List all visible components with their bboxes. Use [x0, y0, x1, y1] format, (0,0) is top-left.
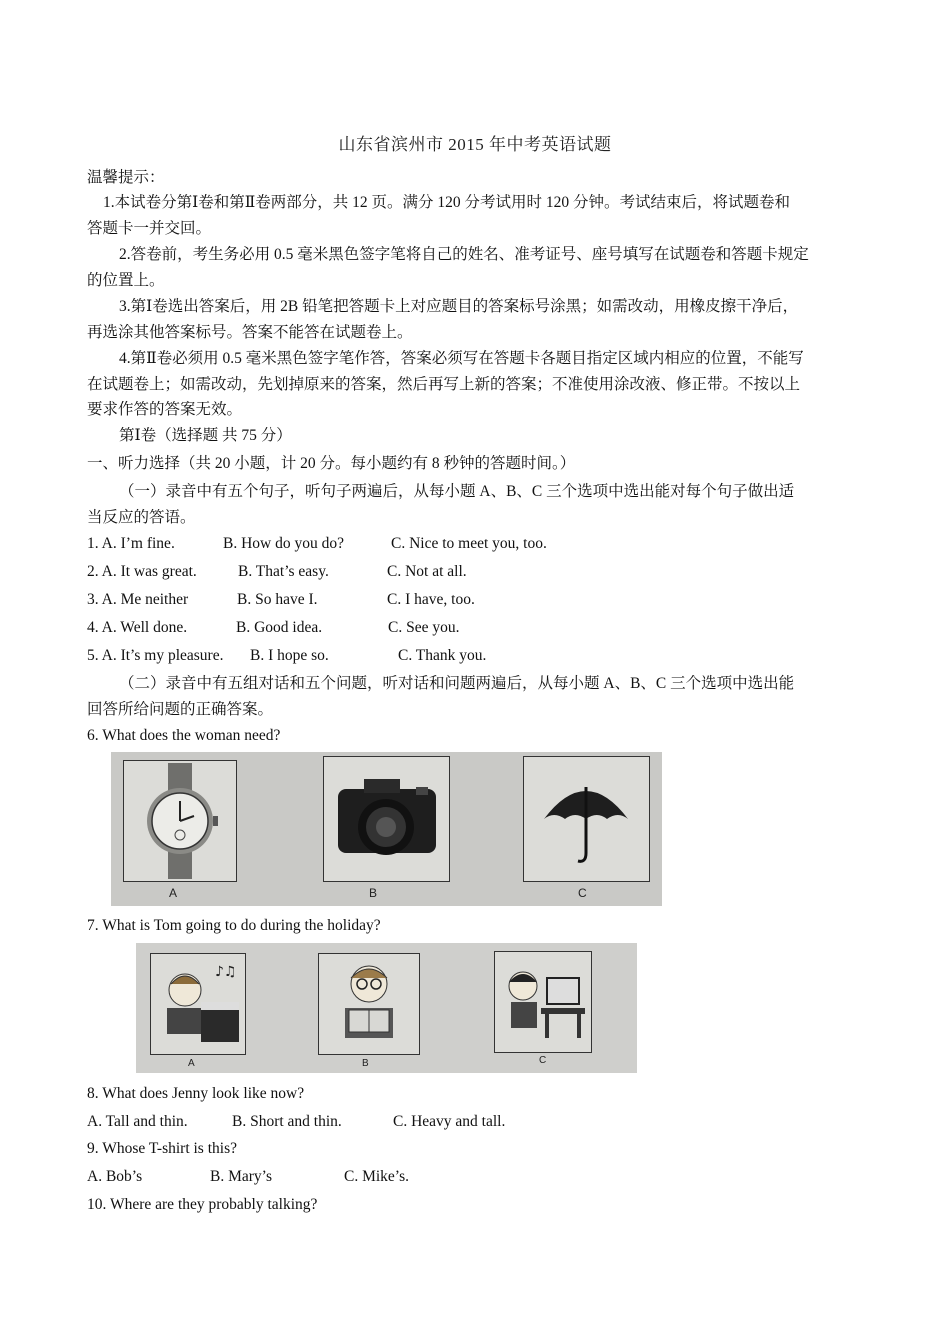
q7-picture-a — [150, 953, 246, 1055]
q5-option-c: C. Thank you. — [398, 647, 487, 664]
q7-picture-c — [494, 951, 592, 1053]
q8-option-c: C. Heavy and tall. — [393, 1113, 506, 1130]
q6-question: 6. What does the woman need? — [87, 727, 281, 744]
q3-option-c: C. I have, too. — [387, 591, 475, 608]
q8-option-b: B. Short and thin. — [232, 1113, 342, 1130]
notice-item-4-line-1: 4.第Ⅱ卷必须用 0.5 毫米黑色签字笔作答，答案必须写在答题卡各题目指定区域内相应的位置，不能写 — [119, 350, 804, 367]
q7-picture-b — [318, 953, 420, 1055]
notice-item-1-line-1: 1.本试卷分第Ⅰ卷和第Ⅱ卷两部分，共 12 页。满分 120 分考试用时 120 分钟。考试结束后，将试题卷和 — [103, 194, 791, 211]
q6-picture-a — [123, 760, 237, 882]
svg-text:♪♫: ♪♫ — [215, 964, 237, 980]
notice-item-4-line-3: 要求作答的答案无效。 — [87, 401, 243, 418]
q2-option-b: B. That’s easy. — [238, 563, 329, 580]
subsection-1-line-2: 当反应的答语。 — [87, 509, 196, 526]
notice-item-3-line-1: 3.第Ⅰ卷选出答案后，用 2B 铅笔把答题卡上对应题目的答案标号涂黑；如需改动，用橡皮擦干净后， — [119, 298, 799, 315]
q1-option-c: C. Nice to meet you, too. — [391, 535, 547, 552]
computer-user-icon — [495, 952, 591, 1052]
q2-option-a: 2. A. It was great. — [87, 563, 197, 580]
q7-label-c: C — [539, 1055, 547, 1066]
q1-option-a: 1. A. I’m fine. — [87, 535, 175, 552]
q8-option-a: A. Tall and thin. — [87, 1113, 188, 1130]
piano-player-icon — [151, 954, 245, 1054]
notice-item-4-line-2: 在试题卷上；如需改动，先划掉原来的答案，然后再写上新的答案；不准使用涂改液、修正带。不按以上 — [87, 376, 801, 393]
q3-option-a: 3. A. Me neither — [87, 591, 189, 608]
q6-label-a: A — [169, 886, 178, 900]
subsection-1-line-1: （一）录音中有五个句子，听句子两遍后，从每小题 A、B、C 三个选项中选出能对每个句子做出适 — [119, 483, 795, 500]
q7-label-b: B — [362, 1058, 369, 1069]
q4-option-a: 4. A. Well done. — [87, 619, 188, 636]
q1-option-b: B. How do you do? — [223, 535, 344, 552]
q6-picture-c — [523, 756, 650, 882]
q6-picture-strip — [111, 752, 662, 906]
reading-boy-icon — [319, 954, 419, 1054]
q9-option-c: C. Mike’s. — [344, 1168, 410, 1185]
q7-question: 7. What is Tom going to do during the holiday? — [87, 917, 381, 934]
q8-question: 8. What does Jenny look like now? — [87, 1085, 305, 1102]
q9-option-a: A. Bob’s — [87, 1168, 143, 1185]
q6-label-b: B — [369, 886, 378, 900]
q6-picture-b — [323, 756, 450, 882]
q9-option-b: B. Mary’s — [210, 1168, 272, 1185]
subsection-2-line-2: 回答所给问题的正确答案。 — [87, 701, 274, 718]
notice-item-1-line-2: 答题卡一并交回。 — [87, 220, 212, 237]
subsection-2-line-1: （二）录音中有五组对话和五个问题，听对话和问题两遍后，从每小题 A、B、C 三个选项中选出能 — [119, 675, 795, 692]
q9-question: 9. Whose T-shirt is this? — [87, 1140, 237, 1157]
q4-option-b: B. Good idea. — [236, 619, 323, 636]
page-title: 山东省滨州市 2015 年中考英语试题 — [338, 135, 612, 154]
section-1-heading: 一、听力选择（共 20 小题，计 20 分。每小题约有 8 秒钟的答题时间。） — [87, 455, 576, 472]
part-1-heading: 第Ⅰ卷（选择题 共 75 分） — [119, 427, 292, 444]
q3-option-b: B. So have I. — [237, 591, 318, 608]
q7-picture-strip — [136, 943, 637, 1073]
q5-option-b: B. I hope so. — [250, 647, 329, 664]
q5-option-a: 5. A. It’s my pleasure. — [87, 647, 224, 664]
notice-item-2-line-1: 2.答卷前，考生务必用 0.5 毫米黑色签字笔将自己的姓名、准考证号、座号填写在试题卷和答题卡规定 — [119, 246, 809, 263]
umbrella-icon — [524, 757, 649, 881]
notice-item-3-line-2: 再选涂其他答案标号。答案不能答在试题卷上。 — [87, 324, 413, 341]
watch-icon — [124, 761, 236, 881]
q4-option-c: C. See you. — [388, 619, 460, 636]
q6-label-c: C — [578, 886, 587, 900]
notice-heading: 温馨提示： — [87, 169, 165, 186]
q2-option-c: C. Not at all. — [387, 563, 467, 580]
notice-item-2-line-2: 的位置上。 — [87, 272, 165, 289]
q7-label-a: A — [188, 1058, 195, 1069]
camera-icon — [324, 757, 449, 881]
q10-question: 10. Where are they probably talking? — [87, 1196, 318, 1213]
